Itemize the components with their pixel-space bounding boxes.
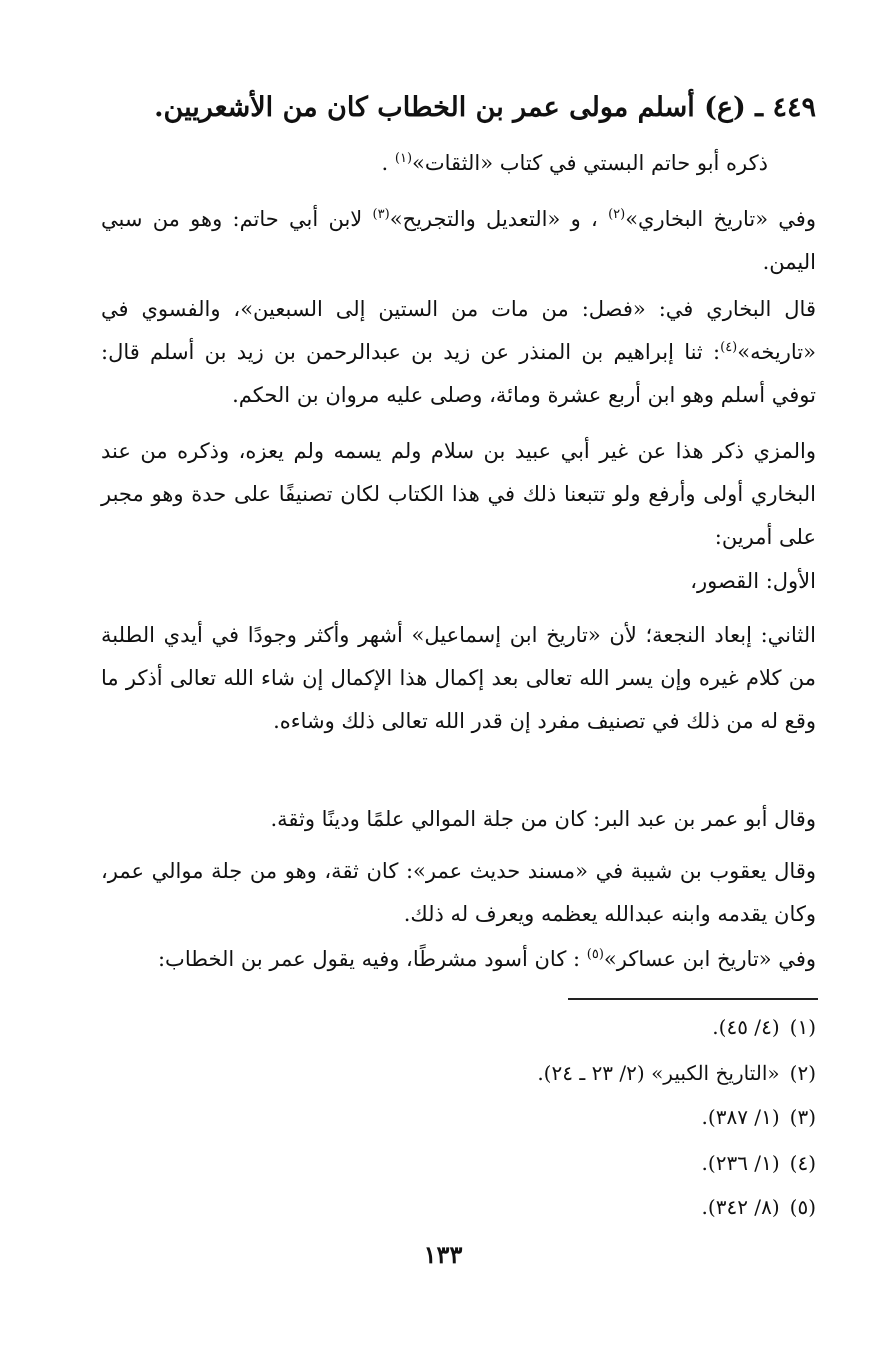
footnote-3-number: (٣) (789, 1105, 816, 1129)
footnote-4-number: (٤) (789, 1151, 816, 1175)
footnote-ref-5: (٥) (586, 947, 604, 962)
footnote-2-text: «التاريخ الكبير» (٢/ ٢٣ ـ ٢٤). (537, 1061, 780, 1085)
footnote-ref-1: (١) (394, 151, 413, 166)
paragraph-1-text: ذكره أبو حاتم البستي في كتاب «الثقات» (412, 151, 768, 175)
footnote-3 (216, 1102, 816, 1132)
paragraph-6: الثاني: إبعاد النجعة؛ لأن «تاريخ ابن إسماعيل» أشهر وأكثر وجودًا في أيدي الطلبة من كلام غيره وإن يسر الله تعالى بعد إكمال هذا الإكمال إن شاء الله تعالى أذكر ما وقع له من ذلك في تصنيف مفرد إن قدر الله تعالى ذلك وشاءه. (101, 623, 816, 733)
paragraph-9-text: وفي «تاريخ ابن عساكر» (603, 947, 816, 971)
paragraph-7: وقال أبو عمر بن عبد البر: كان من جلة الموالي علمًا ودينًا وثقة. (270, 807, 816, 831)
paragraph-3-part-b: : ثنا إبراهيم بن المنذر عن زيد بن عبدالرحمن بن زيد بن أسلم قال: توفي أسلم وهو ابن أربع عشرة ومائة، وصلى عليه مروان بن الحكم. (101, 340, 816, 407)
paragraph-9-end: : كان أسود مشرطًا، وفيه يقول عمر بن الخطاب: (157, 947, 587, 971)
paragraph-2-part-c: لابن أبي حاتم: وهو من سبي اليمن. (101, 207, 816, 274)
footnote-2 (216, 1058, 816, 1088)
paragraph-5: الأول: القصور، (690, 569, 816, 593)
paragraph-2-part-b: ، و «التعديل والتجريح» (389, 207, 609, 231)
footnote-5 (216, 1192, 816, 1222)
paragraph-3-part-a: قال البخاري في: «فصل: من مات من الستين إلى السبعين»، والفسوي في «تاريخه» (101, 297, 816, 364)
paragraph-3 (101, 288, 816, 417)
paragraph-1 (108, 142, 768, 185)
footnote-ref-4: (٤) (720, 340, 738, 355)
entry-title: ٤٤٩ ـ (ع) أسلم مولى عمر بن الخطاب كان من الأشعريين. (154, 92, 816, 123)
paragraph-4: والمزي ذكر هذا عن غير أبي عبيد بن سلام ولم يسمه ولم يعزه، وذكره من عند البخاري أولى وأرفع ولو تتبعنا ذلك في هذا الكتاب لكان تصنيفًا على حدة وهو مجبر على أمرين: (101, 439, 816, 549)
footnote-1-number: (١) (789, 1015, 816, 1039)
footnote-5-number: (٥) (789, 1195, 816, 1219)
footnote-1 (216, 1012, 816, 1042)
paragraph-9 (101, 938, 816, 981)
footnote-divider (568, 998, 818, 1000)
footnote-ref-3: (٣) (372, 207, 390, 222)
footnote-4-text: (١/ ٢٣٦). (701, 1151, 780, 1175)
paragraph-2 (101, 198, 816, 284)
footnote-5-text: (٨/ ٣٤٢). (701, 1195, 780, 1219)
footnote-ref-2: (٢) (608, 207, 626, 222)
footnote-2-number: (٢) (789, 1061, 816, 1085)
page-number: ١٣٣ (423, 1240, 463, 1269)
paragraph-2-part-a: وفي «تاريخ البخاري» (625, 207, 816, 231)
footnote-3-text: (١/ ٣٨٧). (701, 1105, 780, 1129)
paragraph-1-end: . (381, 151, 395, 175)
footnote-4 (216, 1148, 816, 1178)
paragraph-8: وقال يعقوب بن شيبة في «مسند حديث عمر»: كان ثقة، وهو من جلة موالي عمر، وكان يقدمه وابنه عبدالله يعظمه ويعرف له ذلك. (101, 859, 816, 926)
footnote-1-text: (٤/ ٤٥). (712, 1015, 780, 1039)
